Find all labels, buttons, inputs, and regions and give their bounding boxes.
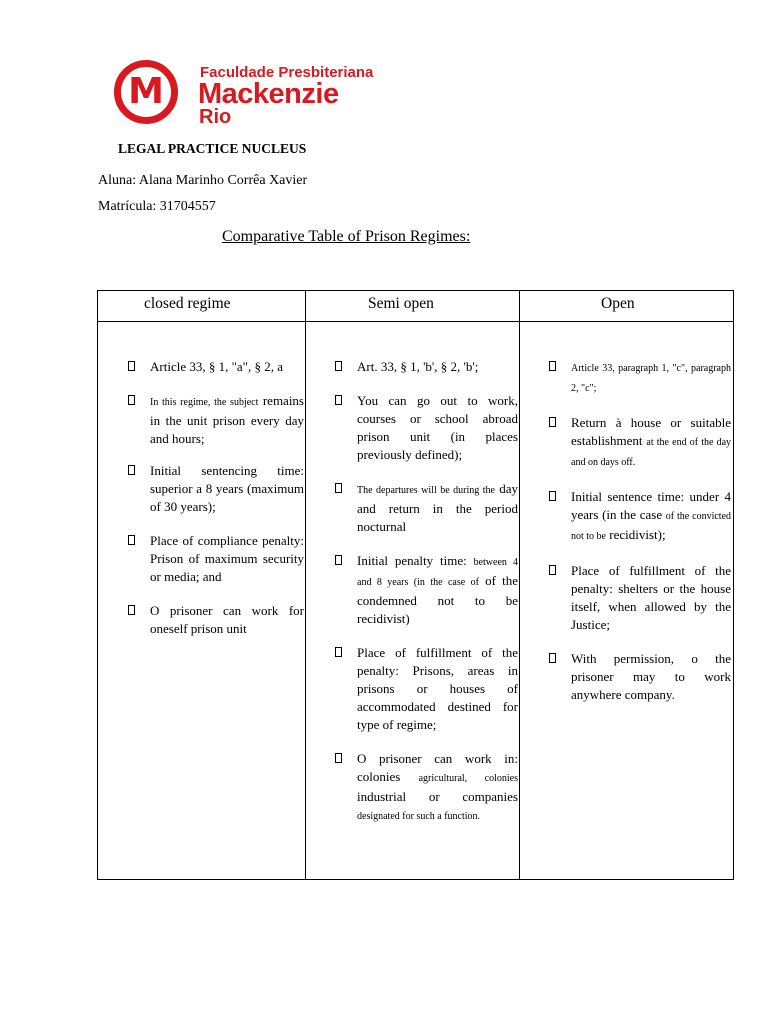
closed-regime-column — [128, 358, 304, 638]
semi-item-text: of the condemned not to be recidivist) — [357, 573, 518, 626]
semi-item-text: You can go out to work, courses or school abroad prison unit (in places previously defined); — [357, 393, 518, 462]
bullet-icon — [335, 753, 342, 763]
semi-item-text: Initial penalty time: — [357, 553, 467, 568]
bullet-icon — [335, 555, 342, 565]
open-item-text: or the house itself, when allowed by the Justice; — [571, 581, 732, 632]
list-item — [549, 488, 731, 546]
list-item — [335, 480, 518, 536]
list-item — [335, 552, 518, 628]
bullet-icon — [335, 361, 342, 371]
bullet-icon — [335, 483, 342, 493]
registration-number: Matrícula: 31704557 — [98, 199, 216, 214]
bullet-icon — [128, 535, 135, 545]
open-item-text: Initial sentence time: under 4 years (in the case — [571, 489, 731, 522]
list-item — [335, 644, 518, 734]
closed-item-text: Place of compliance penalty: Prison of maximum security or media; and — [150, 533, 304, 584]
student-name: Aluna: Alana Marinho Corrêa Xavier — [98, 173, 308, 188]
column-divider — [519, 291, 520, 879]
semi-item-small: designated for such a function. — [357, 811, 481, 822]
closed-item-text: Article 33, § 1, "a", § 2, a — [150, 359, 283, 374]
list-item — [128, 358, 304, 376]
open-column — [549, 358, 731, 704]
header-divider — [98, 321, 733, 322]
list-item — [335, 392, 518, 464]
bullet-icon — [549, 361, 556, 371]
closed-item-text: Initial sentencing time: superior a 8 years (maximum of 30 years); — [150, 463, 304, 514]
logo-line-faculdade: Faculdade Presbiteriana — [200, 64, 374, 81]
list-item — [549, 358, 731, 398]
list-item — [549, 562, 731, 634]
column-header-semi-open: Semi open — [368, 295, 434, 312]
open-item-small: at the end of the day and on days off. — [571, 437, 732, 468]
open-item-text: recidivist); — [609, 527, 666, 542]
semi-item-text: O prisoner can work in: colonies — [357, 751, 518, 784]
legal-practice-heading: LEGAL PRACTICE NUCLEUS — [118, 141, 307, 156]
list-item — [549, 650, 731, 704]
semi-item-text: industrial or companies — [357, 789, 518, 804]
closed-item-text: remains in the unit prison every day and hours; — [150, 393, 304, 446]
semi-item-text: Place of fulfillment of the penalty: Prisons, areas in prisons or houses of accommodated destined for type of regime; — [357, 645, 518, 732]
semi-item-small: between 4 and 8 years (in the case of — [357, 557, 519, 588]
logo-m-icon — [114, 60, 178, 124]
document-title: Comparative Table of Prison Regimes: — [222, 228, 471, 245]
closed-item-text: O prisoner can work for oneself prison unit — [150, 603, 304, 636]
list-item — [128, 392, 304, 448]
logo-line-mackenzie: Mackenzie — [198, 78, 339, 110]
comparison-table — [97, 290, 734, 880]
bullet-icon — [128, 395, 135, 405]
mackenzie-logo — [112, 58, 374, 130]
closed-item-small: In this regime, the subject — [150, 397, 259, 408]
bullet-icon — [128, 465, 135, 475]
semi-item-text: Art. 33, § 1, 'b', § 2, 'b'; — [357, 359, 479, 374]
logo-line-rio: Rio — [199, 106, 232, 128]
list-item — [335, 358, 518, 376]
open-item-text: Return à house or suitable establishment — [571, 415, 731, 448]
list-item — [128, 602, 304, 638]
list-item — [128, 532, 304, 586]
logo-m-letter: M — [128, 71, 164, 112]
bullet-icon — [128, 605, 135, 615]
semi-item-small: The departures will be during the — [357, 485, 495, 496]
list-item — [335, 750, 518, 826]
bullet-icon — [549, 491, 556, 501]
column-header-closed: closed regime — [144, 295, 231, 312]
bullet-icon — [128, 361, 135, 371]
bullet-icon — [549, 417, 556, 427]
bullet-icon — [549, 653, 556, 663]
open-item-small: of the convicted not to be — [571, 511, 732, 542]
open-item-text: With permission, o the prisoner may to work anywhere company. — [571, 651, 731, 702]
semi-item-small: agricultural, colonies — [418, 773, 518, 784]
open-item-small: Article 33, paragraph 1, "c", paragraph 2, "c"; — [571, 363, 731, 394]
bullet-icon — [549, 565, 556, 575]
list-item — [549, 414, 731, 472]
semi-item-text: day and return in the period nocturnal — [357, 481, 519, 534]
list-item — [128, 462, 304, 516]
open-item-text: Place of fulfillment of the penalty: shelters — [571, 563, 731, 596]
bullet-icon — [335, 395, 342, 405]
bullet-icon — [335, 647, 342, 657]
semi-open-column — [335, 358, 518, 826]
column-divider — [305, 291, 306, 879]
column-header-open: Open — [601, 295, 635, 312]
